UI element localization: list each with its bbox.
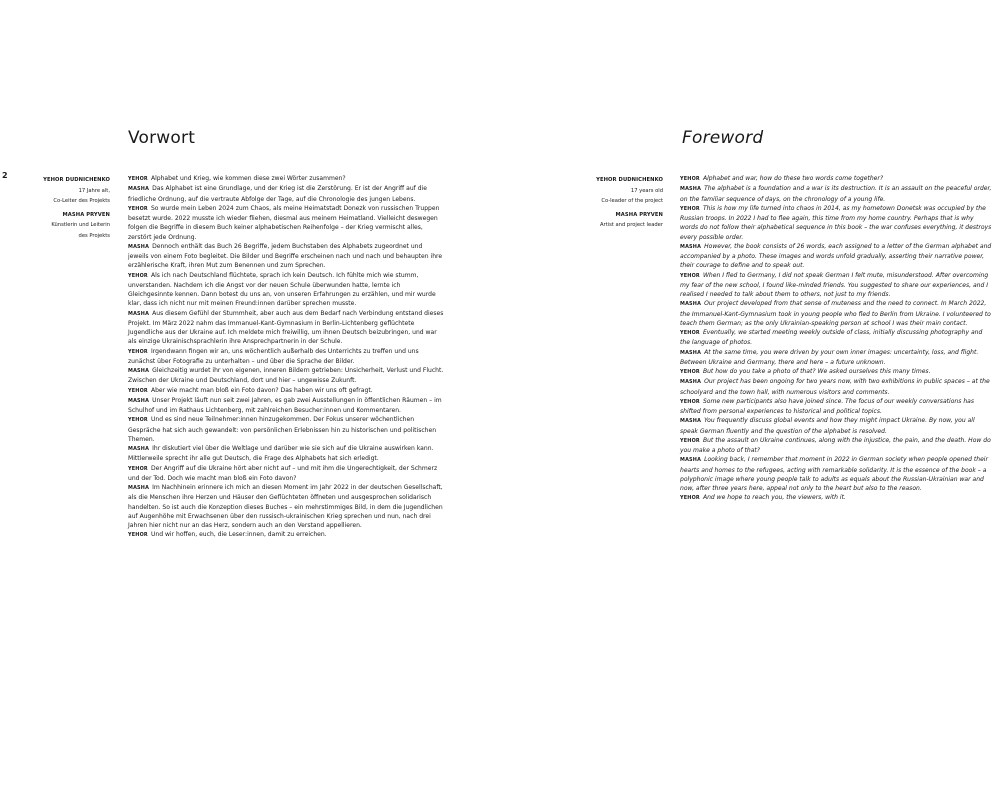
paragraph-text: But how do you take a photo of that? We asked ourselves this many times. [702, 368, 931, 375]
speaker-label: MASHA [680, 418, 702, 425]
paragraph-text: Looking back, I remember that moment in 2022 in German society when people opened their hearts and homes to the refugees, acting with remarkable solidarity. It is the essence of the book – a polyphonic image where young people talk to adults as equals about the Russian-Ukrainian war and now, after three years here, appeal not only to the heart but also to the reason. [680, 456, 988, 492]
paragraph-text: You frequently discuss global events and how they might impact Ukraine. By now, you all speak German fluently and the question of the alphabet is resolved. [680, 417, 975, 435]
paragraph-text: So wurde mein Leben 2024 zum Chaos, als meine Heimatstadt Donezk von russischen Truppen besetzt wurde. 2022 musste ich wieder fliehen, diesmal aus meinem Heimatland. Vielleicht deswegen folgen die Begriffe in diesem Buch keiner alphabetischen Reihenfolge – der Krieg vermischt alles, zerstört jede Ordnung. [128, 204, 440, 241]
dialogue-paragraph [128, 204, 444, 242]
speaker-label: YEHOR [680, 369, 700, 375]
dialogue-paragraph [128, 444, 444, 464]
paragraph-text: Some new participants also have joined since. The focus of our weekly conversations has shifted from personal experiences to historical and political topics. [680, 397, 975, 415]
paragraph-text: Irgendwann fingen wir an, uns wöchentlich außerhalb des Unterrichts zu treffen und uns zunächst über Fotografie zu unterhalten – und über die Sprache der Bilder. [128, 347, 419, 365]
speaker-label: MASHA [128, 243, 150, 250]
speaker-label: MASHA [128, 186, 150, 193]
paragraph-text: Der Angriff auf die Ukraine hört aber nicht auf – und mit ihm die Ungerechtigkeit, der Schmerz und der Tod. Doch wie macht man bloß ein Foto davon? [128, 464, 438, 482]
paragraph-text: The alphabet is a foundation and a war is its destruction. It is an assault on the peaceful order, on the familiar sequence of days, on the chronology of a young life. [680, 185, 992, 203]
speaker-label: YEHOR [680, 398, 700, 405]
paragraph-text: Unser Projekt läuft nun seit zwei Jahren, es gab zwei Ausstellungen in öffentlichen Räumen – im Schulhof und im Rathaus Lichtenberg, mit zahlreichen Besucher:innen und Kommentaren. [128, 396, 442, 414]
dialogue-paragraph [128, 530, 444, 540]
paragraph-text: Gleichzeitig wurdet ihr von eigenen, inneren Bildern getrieben: Unsicherheit, Verlust und Flucht. Zwischen der Ukraine und Deutschland, dort und hier – ungewisse Zukunft. [128, 367, 444, 385]
speaker-label: MASHA [680, 301, 702, 308]
dialogue-text [128, 174, 444, 541]
dialogue-paragraph [680, 174, 992, 184]
paragraph-text: Dennoch enthält das Buch 26 Begriffe, jedem Buchstaben des Alphabets zugeordnet und jeweils von einem Foto begleitet. Die Bilder und Begriffe erscheinen nach und nach und behaupten ihre erzählerische Kraft, ihren Mut zum Benennen und zum Sprechen. [128, 242, 443, 270]
dialogue-paragraph [128, 483, 444, 530]
author-detail: Artist and project leader [599, 222, 663, 228]
paragraph-text: But the assault on Ukraine continues, along with the injustice, the pain, and the death. How do you make a photo of that? [680, 436, 991, 454]
speaker-label: YEHOR [128, 465, 148, 472]
dialogue-paragraph [680, 367, 992, 377]
author-detail: Künstlerin und Leiterin [51, 222, 110, 228]
paragraph-text: Eventually, we started meeting weekly outside of class, initially discussing photography and the language of photos. [680, 329, 983, 347]
dialogue-paragraph [680, 436, 992, 456]
speaker-label: YEHOR [680, 176, 700, 182]
dialogue-paragraph [128, 184, 444, 204]
dialogue-paragraph [128, 464, 444, 484]
dialogue-paragraph [128, 396, 444, 416]
speaker-label: YEHOR [128, 205, 148, 212]
dialogue-paragraph [128, 386, 444, 396]
dialogue-paragraph [680, 204, 992, 242]
author-detail: 17 years old [630, 187, 663, 194]
dialogue-paragraph [128, 366, 444, 386]
speaker-label: MASHA [128, 485, 150, 491]
speaker-label: YEHOR [680, 272, 700, 279]
author-name: MASHA PRYVEN [62, 211, 110, 218]
paragraph-text: At the same time, you were driven by your own inner images: uncertainty, loss, and flight. Between Ukraine and Germany, there and here – a future unknown. [680, 348, 979, 366]
right-page [500, 0, 1000, 800]
paragraph-text: Aus diesem Gefühl der Stummheit, aber auch aus dem Bedarf nach Verbindung entstand dieses Projekt. Im März 2022 nahm das Immanuel-Kant-Gymnasium in Berlin-Lichtenberg geflüchtete Jugendliche aus der Ukraine auf. Ich meldete mich freiwillig, um ihnen Deutsch beizubringen, und war als einzige Ukrainischsprachlerin ihre Ansprechpartnerin in der Schule. [128, 309, 444, 346]
speaker-label: YEHOR [680, 205, 700, 212]
speaker-label: MASHA [680, 379, 702, 386]
author-name: YEHOR DUDNICHENKO [43, 177, 110, 183]
dialogue-paragraph [680, 377, 992, 397]
dialogue-paragraph [680, 328, 992, 348]
paragraph-text: Our project developed from that sense of muteness and the need to connect. In March 2022, the Immanuel-Kant-Gymnasium took in young people who fled to Berlin from Ukraine. I volunteered to teach them German; as the only Ukrainian-speaking person at school I was their main contact. [680, 300, 991, 327]
speaker-label: MASHA [128, 368, 150, 374]
author-name: YEHOR DUDNICHENKO [596, 177, 663, 183]
author-role: Co-Leiter des Projekts [53, 198, 110, 204]
paragraph-text: Ihr diskutiert viel über die Weltlage und darüber wie sie sich auf die Ukraine auswirken kann. Mittlerweile sprecht ihr alle gut Deutsch, die Frage des Alphabets hat sich erledigt. [128, 445, 434, 463]
author-credits [20, 175, 110, 244]
dialogue-paragraph [680, 416, 992, 436]
page-title: Vorwort [128, 128, 196, 148]
author-role: des Projekts [78, 232, 110, 239]
dialogue-paragraph [128, 242, 444, 271]
author-credit [560, 175, 663, 207]
speaker-label: YEHOR [128, 417, 148, 424]
dialogue-paragraph [128, 309, 444, 347]
dialogue-paragraph [680, 455, 992, 493]
speaker-label: MASHA [680, 349, 702, 356]
author-name: MASHA PRYVEN [615, 211, 663, 218]
speaker-label: YEHOR [680, 330, 700, 336]
speaker-label: MASHA [680, 186, 702, 193]
page-number: 2 [2, 171, 8, 180]
dialogue-paragraph [680, 493, 992, 503]
paragraph-text: Alphabet and war, how do these two words come together? [702, 175, 884, 182]
dialogue-paragraph [128, 174, 444, 184]
dialogue-paragraph [680, 242, 992, 271]
speaker-label: MASHA [128, 310, 150, 317]
speaker-label: MASHA [680, 457, 702, 464]
dialogue-paragraph [128, 271, 444, 309]
paragraph-text: However, the book consists of 26 words, each assigned to a letter of the German alphabet and accompanied by a photo. These images and words unfold gradually, asserting their narrative power, their courage to define and to speak out. [680, 242, 992, 270]
speaker-label: YEHOR [680, 495, 700, 502]
speaker-label: YEHOR [680, 437, 700, 444]
speaker-label: MASHA [128, 397, 150, 404]
dialogue-paragraph [680, 184, 992, 204]
speaker-label: YEHOR [128, 387, 148, 394]
author-role: Co-leader of the project [601, 198, 663, 204]
speaker-label: YEHOR [128, 272, 148, 279]
dialogue-paragraph [680, 397, 992, 417]
paragraph-text: Und wir hoffen, euch, die Leser:innen, damit zu erreichen. [150, 531, 327, 539]
dialogue-text [680, 174, 992, 504]
speaker-label: MASHA [680, 243, 702, 250]
author-credit [20, 175, 110, 207]
dialogue-paragraph [680, 271, 992, 300]
paragraph-text: Alphabet und Krieg, wie kommen diese zwei Wörter zusammen? [150, 175, 346, 182]
paragraph-text: Aber wie macht man bloß ein Foto davon? Das haben wir uns oft gefragt. [150, 386, 373, 394]
paragraph-text: Im Nachhinein erinnere ich mich an diesen Moment im Jahr 2022 in der deutschen Gesellschaft, als die Menschen ihre Herzen und Häuser den Geflüchteten öffneten und ausgesprochen solidarisch handelten. So ist auch die Konzeption dieses Buches – ein mehrstimmiges Bild, in dem die Jugendlichen auf Augenhöhe mit Erwachsenen über den russisch-ukrainischen Krieg sprechen und nun, nach drei Jahren hier nicht nur an das Herz, sondern auch an den Verstand appellieren. [128, 484, 443, 529]
author-credit [560, 210, 663, 231]
paragraph-text: Das Alphabet ist eine Grundlage, und der Krieg ist die Zerstörung. Er ist der Angriff auf die friedliche Ordnung, auf die vertraute Abfolge der Tage, auf die Chronologie des jungen Lebens. [128, 185, 427, 203]
author-credit [20, 210, 110, 242]
speaker-label: YEHOR [128, 532, 148, 539]
author-detail: 17 Jahre alt, [78, 187, 110, 194]
speaker-label: YEHOR [128, 348, 148, 355]
author-credits [560, 175, 663, 234]
paragraph-text: Als ich nach Deutschland flüchtete, sprach ich kein Deutsch. Ich fühlte mich wie stumm, unverstanden. Nachdem ich die Angst vor der neuen Schule überwunden hatte, lernte ich Gleichgesinnte kennen. Dann botest du uns an, von unseren Erfahrungen zu erzählen, und mir wurde klar, dass ich nicht nur mit meinen Freund:innen darüber sprechen musste. [128, 271, 436, 308]
paragraph-text: And we hope to reach you, the viewers, with it. [702, 494, 846, 502]
speaker-label: MASHA [128, 446, 150, 452]
speaker-label: YEHOR [128, 176, 148, 182]
paragraph-text: This is how my life turned into chaos in 2014, as my hometown Donetsk was occupied by the Russian troops. In 2022 I had to flee again, this time from my home country. Perhaps that is why words do not follow their alphabetical sequence in this book – the war confuses everything, it destroys every possible order. [680, 204, 992, 241]
dialogue-paragraph [680, 348, 992, 368]
page-title: Foreword [682, 128, 764, 148]
paragraph-text: When I fled to Germany, I did not speak German I felt mute, misunderstood. After overcoming my fear of the new school, I found like-minded friends. You suggested to share our experiences, and I realised I needed to talk about them to others, not just to my friends. [680, 271, 989, 298]
dialogue-paragraph [128, 347, 444, 367]
dialogue-paragraph [680, 299, 992, 328]
dialogue-paragraph [128, 415, 444, 444]
paragraph-text: Und es sind neue Teilnehmer:innen hinzugekommen. Der Fokus unserer wöchentlichen Gespräche hat sich auch gewandelt: von persönlichen Erlebnissen hin zu historischen und politischen Themen. [128, 416, 437, 443]
paragraph-text: Our project has been ongoing for two years now, with two exhibitions in public spaces – at the schoolyard and the town hall, with numerous visitors and comments. [680, 378, 990, 396]
